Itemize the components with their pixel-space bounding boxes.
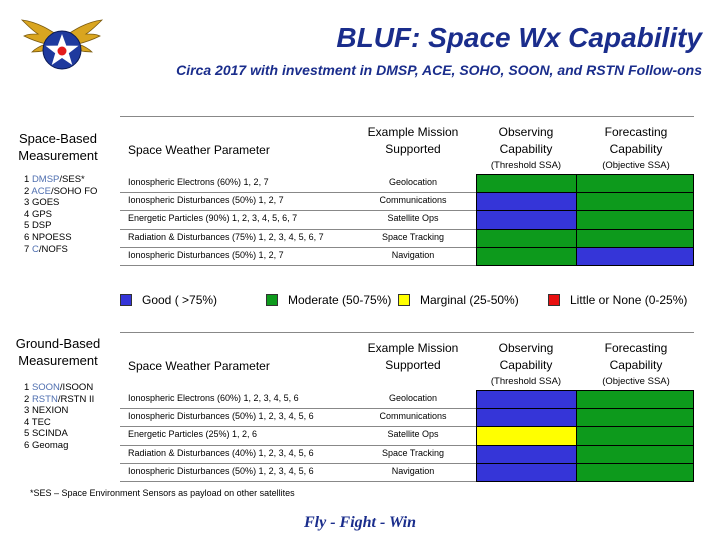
space-parameter-header: Space Weather Parameter [128,143,270,157]
observing-capability-cell [476,210,577,229]
legend-swatch [120,294,132,306]
motto: Fly - Fight - Win [303,514,417,531]
legend-label: Moderate (50-75%) [288,293,392,307]
parameter-cell: Radiation & Disturbances (40%) 1, 2, 3, 4, 5, 6 [128,447,314,458]
measurement-name: ACE/SOHO FO [31,185,98,197]
measurement-name: DMSP/SES* [31,174,85,185]
mission-cell: Navigation [391,465,435,476]
measurement-number: 1 [24,382,32,393]
observing-capability-cell [476,445,577,464]
forecasting-capability-cell [576,229,694,248]
measurement-name: SCINDA [31,428,68,440]
parameter-cell: Ionospheric Electrons (60%) 1, 2, 7 [128,177,269,187]
observing-capability-cell [476,247,577,266]
measurement-number: 6 [24,231,32,243]
space-mission-header: Example Mission Supported [367,125,459,156]
parameter-cell: Ionospheric Disturbances (50%) 1, 2, 3, 4, 5, 6 [128,465,314,476]
parameter-cell: Energetic Particles (25%) 1, 2, 6 [128,429,258,440]
row-divider [120,210,476,211]
legend-swatch [266,294,278,306]
observing-capability-cell [476,426,577,445]
forecasting-capability-cell [576,408,694,427]
space-top-rule [120,116,694,117]
measurement-number: 5 [24,220,32,232]
measurement-number: 3 [24,197,32,209]
measurement-name: TEC [31,416,51,428]
forecasting-capability-cell [576,210,694,229]
row-divider [120,481,476,482]
measurement-item [24,244,124,256]
ground-based-heading: Ground-Based Measurement [15,336,101,368]
mission-cell: Satellite Ops [387,429,439,440]
mission-cell: Communications [379,195,447,206]
parameter-cell: Energetic Particles (90%) 1, 2, 3, 4, 5, 6, 7 [128,213,298,224]
observing-capability-cell [476,463,577,482]
parameter-cell: Radiation & Disturbances (75%) 1, 2, 3, 4, 5, 6, 7 [128,231,324,242]
ground-parameter-header: Space Weather Parameter [128,359,270,373]
ground-measurement-list [24,382,124,452]
mission-cell: Space Tracking [381,231,445,242]
measurement-name: RSTN/RSTN II [31,393,95,405]
page-subtitle: Circa 2017 with investment in DMSP, ACE, SOHO, SOON, and RSTN Follow-ons [176,62,702,78]
mission-cell: Geolocation [388,177,438,187]
forecasting-capability-cell [576,445,694,464]
measurement-name: SOON/ISOON [31,382,94,393]
row-divider [120,408,476,409]
measurement-number: 6 [24,439,32,451]
forecasting-capability-cell [576,463,694,482]
parameter-cell: Ionospheric Disturbances (50%) 1, 2, 3, 4, 5, 6 [128,411,314,422]
observing-capability-cell [476,229,577,248]
space-observing-subheader: (Threshold SSA) [490,160,562,171]
mission-cell: Geolocation [388,393,438,403]
space-based-heading: Space-Based Measurement [18,131,98,163]
observing-capability-cell [476,174,577,193]
air-force-wings-logo-icon [20,8,104,80]
measurement-item [24,209,124,221]
row-divider [120,247,476,248]
ground-mission-header: Example Mission Supported [367,341,459,372]
measurement-number: 3 [24,405,32,417]
forecasting-capability-cell [576,390,694,409]
row-divider [120,265,476,266]
measurement-name: GOES [31,197,60,209]
parameter-cell: Ionospheric Disturbances (50%) 1, 2, 7 [128,195,284,206]
row-divider [120,426,476,427]
parameter-cell: Ionospheric Disturbances (50%) 1, 2, 7 [128,249,284,260]
observing-capability-cell [476,408,577,427]
ground-observing-subheader: (Threshold SSA) [490,376,562,387]
ground-top-rule [120,332,694,333]
legend-swatch [398,294,410,306]
measurement-item [24,440,124,452]
page-title: BLUF: Space Wx Capability [336,22,702,53]
measurement-number: 1 [24,174,32,185]
measurement-name: NEXION [31,405,69,417]
measurement-name: NPOESS [31,231,72,243]
row-divider [120,463,476,464]
row-divider [120,192,476,193]
measurement-number: 4 [24,208,32,220]
forecasting-capability-cell [576,174,694,193]
mission-cell: Space Tracking [381,447,445,458]
ground-observing-header: Observing Capability [498,341,554,372]
measurement-number: 2 [24,185,32,197]
observing-capability-cell [476,192,577,211]
measurement-number: 7 [24,243,32,255]
measurement-name: C/NOFS [31,243,68,255]
row-divider [120,229,476,230]
parameter-cell: Ionospheric Electrons (60%) 1, 2, 3, 4, 5, 6 [128,393,299,403]
space-forecasting-subheader: (Objective SSA) [602,160,670,171]
measurement-name: Geomag [31,439,69,451]
forecasting-capability-cell [576,247,694,266]
row-divider [120,445,476,446]
forecasting-capability-cell [576,192,694,211]
footnote: *SES – Space Environment Sensors as payload on other satellites [30,488,295,498]
space-observing-header: Observing Capability [498,125,554,156]
measurement-item [24,428,124,440]
measurement-number: 4 [24,416,32,428]
mission-cell: Satellite Ops [387,213,439,224]
measurement-item [24,382,124,394]
measurement-item [24,417,124,429]
measurement-item [24,197,124,209]
measurement-number: 5 [24,428,32,440]
mission-cell: Communications [379,411,447,422]
measurement-name: DSP [31,220,52,232]
measurement-number: 2 [24,393,32,405]
legend-label: Marginal (25-50%) [420,293,519,307]
measurement-item [24,232,124,244]
legend-label: Good ( >75%) [142,293,218,307]
measurement-item [24,174,124,186]
observing-capability-cell [476,390,577,409]
measurement-name: GPS [31,208,52,220]
measurement-item [24,394,124,406]
ground-forecasting-header: Forecasting Capability [604,341,668,372]
measurement-item [24,405,124,417]
measurement-item [24,186,124,198]
mission-cell: Navigation [391,249,435,260]
space-forecasting-header: Forecasting Capability [604,125,668,156]
ground-forecasting-subheader: (Objective SSA) [602,376,670,387]
measurement-item [24,220,124,232]
legend-swatch [548,294,560,306]
space-measurement-list [24,174,124,255]
forecasting-capability-cell [576,426,694,445]
legend-label: Little or None (0-25%) [570,293,688,307]
